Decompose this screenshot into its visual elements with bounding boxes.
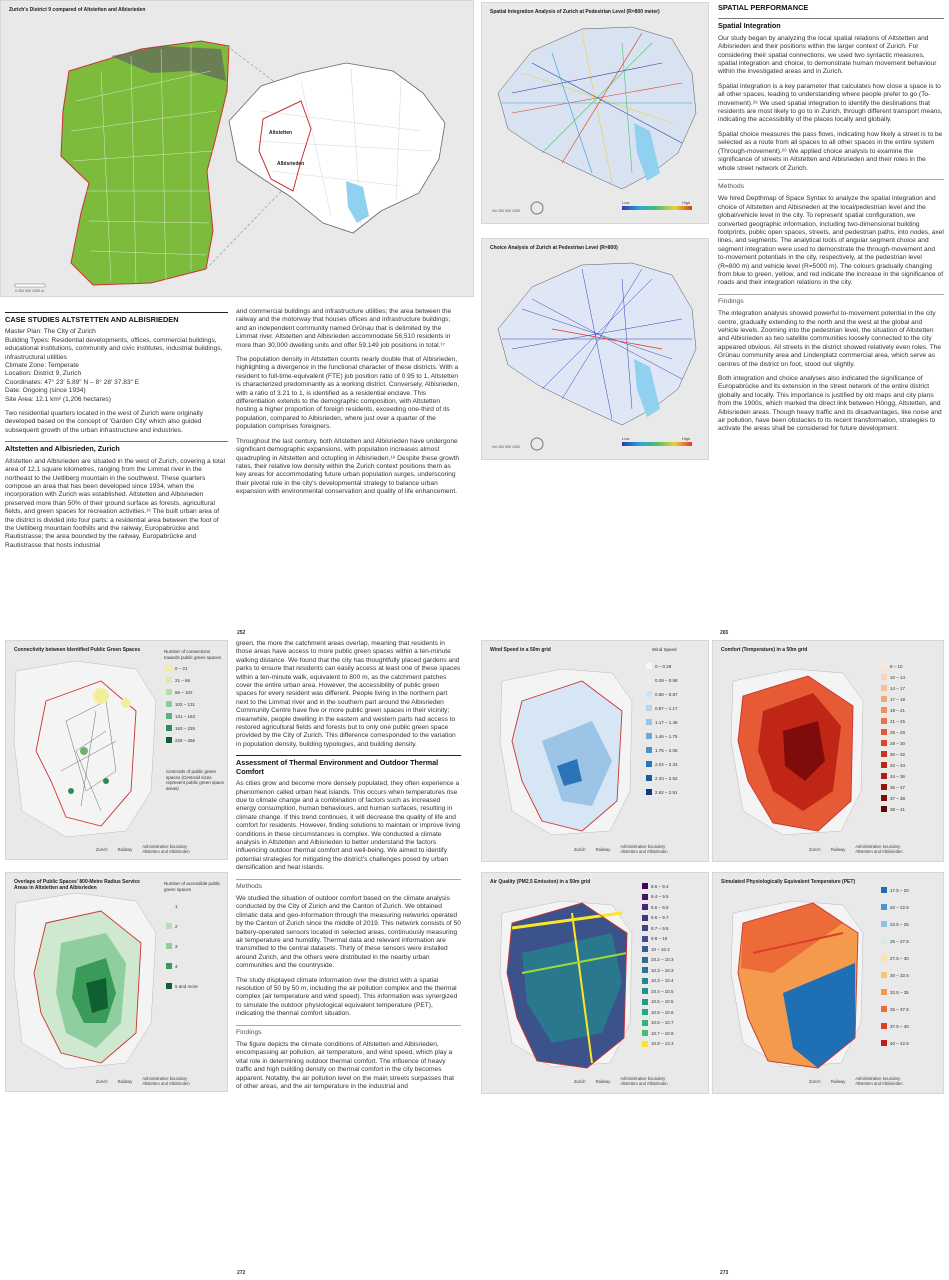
legend-item [166,983,198,989]
case-study-heading: CASE STUDIES ALTSTETTEN AND ALBISRIEDEN [5,312,228,324]
legend-item [166,725,195,731]
legend-label: 10 – 14 [890,674,906,680]
legend-label: 9.6 – 9.7 [651,915,669,920]
legend-item [881,1006,909,1012]
body-paragraph: and commercial buildings and infrastructure utilities; the area between the railway and the motorway that houses offices and infrastructure buildings; and an independent community named Grünau that is delimited by the Limmat river. Altstetten and Albisrieden accommodate 56,510 residents in more than 30,000 dwelling units and offer 59,149 job positions in total.¹⁷ [236,308,452,349]
air-quality-panel [481,872,709,1094]
legend-label: 38 – 41 [890,806,906,812]
legend-label: 3 [175,943,178,949]
overlaps-bottom-legend [96,1076,202,1086]
legend-swatch [166,677,172,683]
legend-swatch [166,689,172,695]
legend-zurich: Zurich [96,1078,108,1084]
legend-label: 10.3 – 10.4 [651,978,674,983]
legend-item [881,806,905,812]
page-number-273: 273 [720,1270,729,1276]
fact-item: Building Types: Residential developments, offices, commercial buildings, educational institutions, community and civic institutes, industrial buildings, infrastructural utilities [5,336,223,361]
legend-label: 34 – 36 [890,773,906,779]
legend-swatch [881,1040,887,1046]
legend-label: 19 – 21 [890,707,906,713]
label-albisrieden: Albisrieden [277,161,305,167]
legend-label: 0 – 0.29 [655,663,672,669]
legend-item [642,915,669,921]
legend-item [881,887,909,893]
fact-item: Master Plan: The City of Zurich [5,328,96,336]
legend-swatch [881,685,887,691]
legend-label: 10.2 – 10.3 [651,957,674,962]
legend-swatch [881,696,887,702]
legend-swatch [166,665,172,671]
wind-bottom-legend [574,844,680,854]
legend-label: 40 – 42.5 [890,1040,909,1046]
fact-item: Date: Ongoing (since 1934) [5,387,86,395]
legend-item [881,989,909,995]
legend-label: 27.5 – 30 [890,955,909,961]
legend-item [881,685,905,691]
legend-label: 0 – 21 [175,665,188,671]
legend-label: 25 – 28 [890,729,906,735]
legend-item [646,677,678,683]
legend-swatch [646,705,652,711]
connectivity-panel [5,640,228,860]
legend-label: 25 – 27.5 [890,938,909,944]
legend-item [642,883,669,889]
legend-label: 28 – 30 [890,740,906,746]
body-paragraph: The figure depicts the climate conditions of Altstetten and Albisrieden, encompassing air pollution, air temperature, and wind speed, which play a vital role in determining outdoor thermal comfort. The influence of heavy traffic and high building density on thermal comfort in the city becomes apparent. Notably, the air pollution level on the main streets surpasses that of other areas, and the air temperature in the industrial and [236,1041,454,1091]
body-paragraph: Throughout the last century, both Altstetten and Albisrieden have undergone significant demographic expansions, with population increases almost quadrupling in Altstetten and octupling in Albisrieden.¹⁸ Despite these growth rates, their relative low density within the Zurich context positions them as key areas for accommodating future urban population surges, underscoring their pivotal role in the city's developmental strategy to balance urban expansion with environmental conservation and quality of life enhancement. [236,437,460,496]
legend-label: 163 – 226 [175,725,196,731]
legend-item [642,936,667,942]
legend-swatch [881,972,887,978]
legend-swatch [642,946,648,952]
legend-label: 10.3 – 10.3 [651,967,674,973]
legend-item [166,713,195,719]
choice-map-title: Choice Analysis of Zurich at Pedestrian Level (R=800) [490,245,618,251]
legend-swatch [881,938,887,944]
legend-swatch [642,883,648,889]
legend-zurich: Zurich [574,846,586,852]
pet-map [713,873,944,1094]
legend-label: 1.17 – 1.46 [655,719,678,725]
integration-low-label: Low [622,200,630,205]
connectivity-centroid-note: Centroids of public green spaces (Centroid sizes represent public green space areas) [166,769,225,791]
legend-item [646,733,678,739]
findings-heading: Findings [236,1025,461,1037]
body-paragraph: Both integration and choice analyses also indicated the significance of Europabrücke and its extension in the street network of the entire district globally and locally. This importance is justified by old maps and city plans from the 1900s, which marked the direct link between Höngg, Altstetten, and Albisrieden areas. Though heavy traffic and its disadvantages, like noise and air pollution, have been obstacles to its recent transformation, strategies to activate the areas shall be considered for future development. [718,375,942,433]
legend-label: 22.5 – 25 [890,921,909,927]
district-map [1,1,474,297]
legend-swatch [881,707,887,713]
legend-swatch [642,988,648,994]
legend-swatch [881,921,887,927]
legend-item [166,737,195,743]
legend-label: 9.4 – 9.5 [651,894,669,899]
legend-swatch [642,1009,648,1015]
methods-heading: Methods [718,179,944,191]
label-altstetten: Altstetten [269,130,293,136]
legend-label: 10.4 – 10.5 [651,988,674,994]
fact-item: Site Area: 12.1 km² (1,206 hectares) [5,395,111,403]
legend-boundary: Administrative boundary Altstetten and Albisrieden [142,844,190,854]
legend-item [646,663,671,669]
legend-boundary: Administrative boundary Altstetten and Albisrieden [620,1076,668,1086]
legend-item [881,955,909,961]
comfort-panel [712,640,944,862]
legend-item [642,904,669,910]
legend-swatch [642,1020,648,1026]
body-paragraph: Spatial integration is a key parameter that calculates how close a space is to all other spaces, leading to understanding where people prefer to go (To-movement).²⁸ We used spatial integration to identify the destinations that residents are most likely to go to in Zurich, through different transport means, indicating the accessibility of the places locally and globally. [718,82,943,124]
legend-item [642,957,674,963]
legend-label: 30 – 32 [890,751,906,757]
overlaps-title: Overlaps of Public Spaces' 800-Metre Radius Service Areas in Altstetten and Albisrieden [14,879,140,891]
legend-label: 1.75 – 2.05 [655,747,678,753]
body-paragraph: As cities grow and become more densely populated, they often experience a phenomenon called urban heat islands. This occurs when temperatures rise due to climate change and a combination of factors such as increased energy consumption, human behaviours, and human surfaces, resulting in climate change. If this trend continues, it will decrease the quality of life and comfort for residents. However, finding solutions to maintain or improve living conditions in these circumstances is complex. We conducted a climate analysis in Altstetten and Albisrieden to better understand the factors influencing outdoor thermal comfort and well-being. We aimed to identify potential strategies for mitigating the district's challenges posed by urban densification and heat islands. [236,780,461,872]
legend-item [642,1020,674,1026]
legend-label: 0.58 – 0.87 [655,691,678,697]
legend-item [646,705,678,711]
connectivity-legend-title: Number of connections towards public green spaces [164,649,222,660]
legend-item [642,999,674,1005]
legend-swatch [642,957,648,963]
legend-label: 35 – 37.5 [890,1006,909,1012]
district-map-title: Zurich's District 9 compared of Altstetten and Albisrieden [9,7,146,13]
legend-item [642,946,670,952]
overlaps-panel [5,872,228,1092]
comfort-title: Comfort (Temperature) in a 50m grid [721,647,808,653]
legend-label: 4 [175,963,178,969]
body-paragraph: We studied the situation of outdoor comfort based on the climate analysis conducted by the City of Zurich and the Canton of Zurich. We obtained climatic data and geo-information through the measuring networks operated by the Canton of Zurich since the middle of 2019. This network consists of 50 battery-operated sensors located in selected areas, continuously measuring air temperature and humidity. Thermal data and relevant information are transmitted to the central datasets. Thirty of these sensors were installed around Zurich, and the others were distributed in the nearby urban communities and the countryside. [236,894,461,970]
legend-item [881,762,905,768]
legend-label: 20 – 22.5 [890,904,909,910]
district-map-panel [0,0,474,297]
legend-label: 226 – 256 [175,737,196,743]
legend-label: 9.7 – 9.8 [651,925,669,931]
choice-map-scale: 0m 250 500 1000 [492,445,520,449]
legend-swatch [881,989,887,995]
legend-swatch [642,999,648,1005]
legend-label: 2 [175,923,178,929]
legend-swatch [881,762,887,768]
body-paragraph: The study displayed climate information over the district with a spatial resolution of 50 by 50 m, including the air pollution complex and the thermal complex (air temperature and wind speed). This information was synergized to simulate the outdoor physiological equivalent temperature (PET), indicating the thermal comfort situation. [236,976,458,1018]
legend-swatch [646,719,652,725]
legend-swatch [881,784,887,790]
legend-swatch [646,761,652,767]
choice-map-panel [481,238,709,460]
legend-swatch [881,773,887,779]
legend-label: 2.33 – 2.62 [655,775,678,781]
comfort-map [713,641,944,862]
legend-swatch [166,713,172,719]
wind-speed-panel [481,640,709,862]
legend-swatch [881,1023,887,1029]
connectivity-map [6,641,228,860]
legend-item [881,663,903,669]
legend-swatch [881,740,887,746]
body-paragraph: We hired Depthmap of Space Syntax to analyze the spatial integration and choice of Altstetten and Albisrieden at the local/pedestrian level and the global/vehicle level in the city. To represent spatial configuration, we converted geographic information, including two-dimensional building footprints, public open spaces, streets, and pedestrian paths, into nodes, axel lines, and segments. The analytical tools of angular segment choice and segment integration were used to demonstrate the through-movement and to-movement potentials in the city, respectively, at the pedestrian level (R=800 m) and vehicle level (R=5000 m). The colours gradually changing from blue to green, yellow, and red indicate the increase in the significance of roads and their integration relations in the city. [718,195,944,287]
legend-item [646,747,678,753]
legend-item [881,696,905,702]
legend-label: 37.5 – 40 [890,1023,909,1029]
legend-item [646,775,678,781]
legend-railway: Railway [117,846,133,852]
legend-item [881,972,909,978]
legend-item [881,740,905,746]
page-number: 252 [237,630,246,636]
legend-swatch [642,1041,648,1047]
legend-swatch [881,1006,887,1012]
case-study-column-2 [236,308,461,503]
legend-label: 10.5 – 10.6 [651,1009,674,1015]
legend-label: 0.29 – 0.58 [655,677,678,683]
legend-item [646,691,678,697]
district-map-scale: 0 250 500 1000 m [15,289,44,293]
legend-label: 10 – 10.2 [651,946,670,952]
legend-label: 17 – 18 [890,696,906,702]
methods-heading: Methods [236,879,461,891]
legend-label: 10.5 – 10.5 [651,999,674,1004]
legend-swatch [166,903,172,909]
legend-swatch [881,663,887,669]
legend-label: 10.9 – 13.3 [651,1041,674,1046]
legend-boundary: Administrative boundary Altstetten and Albisrieden [855,844,903,854]
thermal-heading: Assessment of Thermal Environment and Outdoor Thermal Comfort [236,755,461,776]
legend-railway: Railway [830,846,846,852]
legend-swatch [642,904,648,910]
fact-item: Coordinates: 47° 23' 5.89" N – 8° 28' 37.83" E [5,378,140,386]
legend-item [881,938,909,944]
legend-label: 8.6 – 9.4 [651,883,669,889]
legend-label: 14 – 17 [890,685,906,691]
legend-swatch [881,674,887,680]
intro-paragraph: Two residential quarters located in the west of Zurich were originally developed based on the concept of 'Garden City' which also guided subsequent growth of the urban infrastructure and industries. [5,410,203,434]
legend-swatch [646,663,652,669]
air-map [482,873,709,1094]
integration-map-title: Spatial Integration Analysis of Zurich at Pedestrian Level (R=800 meter) [490,9,660,15]
legend-zurich: Zurich [809,846,821,852]
legend-swatch [166,963,172,969]
legend-swatch [642,936,648,942]
legend-swatch [646,747,652,753]
legend-item [166,701,195,707]
legend-item [642,988,674,994]
legend-item [881,904,909,910]
legend-item [881,751,905,757]
legend-swatch [881,904,887,910]
integration-map-scale: 0m 250 500 1000 [492,209,520,213]
pet-bottom-legend [809,1076,915,1086]
connectivity-bottom-legend [96,844,202,854]
air-bottom-legend [574,1076,680,1086]
legend-item [881,1023,909,1029]
legend-label: 8 – 10 [890,663,903,669]
body-paragraph: Our study began by analyzing the local spatial relations of Altstetten and Albisrieden and their positions within the larger context of Zurich. For considering their spatial connections, we used two syntactic measures, spatial integration and choice, to demonstrate human movement behaviour within the investigated areas and in Zurich. [718,34,937,76]
legend-railway: Railway [595,846,611,852]
legend-zurich: Zurich [809,1078,821,1084]
legend-label: 9.8 – 10 [651,936,668,941]
connectivity-title: Connectivity between Identified Public Green Spaces [14,647,141,653]
legend-item [642,925,669,931]
legend-boundary: Administrative boundary Altstetten and Albisrieden [620,844,668,854]
case-study-column-1 [5,312,228,556]
legend-item [646,761,678,767]
legend-railway: Railway [595,1078,611,1084]
legend-label: 32.5 – 35 [890,989,909,995]
legend-label: 21 – 66 [175,677,191,683]
legend-item [646,719,678,725]
choice-low-label: Low [622,436,630,441]
legend-swatch [166,701,172,707]
comfort-bottom-legend [809,844,915,854]
legend-zurich: Zurich [574,1078,586,1084]
legend-item [642,1041,674,1047]
legend-swatch [642,978,648,984]
legend-swatch [881,795,887,801]
body-paragraph: The integration analysis showed powerful to-movement potential in the city centre, gradually extending to the north and the west at the global and vehicle levels. Zooming into the pedestrian level, the situation of Altstetten and Albisrieden as two satellite communities loosely connected to the city appeared obvious. All streets in the district showed relatively even roles. The Grünau community area and Lindenplatz commercial area, which serve as centres of the district on foot, stood out slightly. [718,310,942,368]
legend-item [642,1009,674,1015]
overlaps-legend-title: Number of accessible public green spaces [164,881,221,892]
legend-label: 2.04 – 2.33 [655,761,678,767]
legend-item [166,689,193,695]
legend-railway: Railway [830,1078,846,1084]
legend-item [881,1040,909,1046]
legend-label: 10.6 – 10.7 [651,1020,674,1025]
integration-map [482,3,709,224]
body-paragraph: Altstetten and Albisrieden are situated in the west of Zurich, covering a total area of 12.1 square kilometres, ranging from the Limmat river in the northeast to the Uetliberg mountain in the southwest. These quarters compose an area that has been developed since 1934, when the incorporation with Zurich was established. Altstetten and Albisrieden preserved more than 50% of their ground surface as forests, agricultural fields, and green spaces for recreation activities.¹⁶ The built urban area of the district is divided into four parts: a residential area between the foot of the Uetliberg mountain foothills and the railway, Europabrücke and Rautistrasse; the area bounded by the railway, Europabrücke and Rautistrasse that hosts industrial [5,457,225,549]
legend-label: 131 – 163 [175,713,196,719]
air-title: Air Quality (PM2.5 Emission) in a 50m grid [490,879,591,885]
integration-high-label: High [682,200,691,205]
body-paragraph: The population density in Altstetten counts nearly double that of Albisrieden, highlighting a divergence in the functional character of these districts. With a resident to full-time-equivalent (FTE) job position ratio of 0.95 to 1, Altstetten is characterized predominantly as a working district. Conversely, Albisrieden, with a ratio of 3.21 to 1, is identified as a residential enclave. This differentiation extends to the demographic composition, with Altstetten hosting a higher proportion of foreign residents, exceeding one-third of its population, compared to Albisrieden, where just over a quarter of the population comprises foreigners. [236,356,460,431]
legend-item [166,943,178,949]
legend-item [881,707,905,713]
legend-label: 5 and more [175,983,198,989]
legend-label: 9.5 – 9.6 [651,904,669,910]
legend-label: 2.62 – 2.91 [655,789,678,795]
legend-swatch [881,955,887,961]
legend-item [881,921,909,927]
spatial-integration-heading: Spatial Integration [718,18,944,30]
legend-item [881,784,905,790]
legend-swatch [881,718,887,724]
legend-swatch [642,915,648,921]
legend-swatch [646,775,652,781]
legend-label: 30 – 32.5 [890,972,909,978]
spread-divider [0,612,949,628]
choice-high-label: High [682,436,691,441]
legend-label: 36 – 37 [890,784,906,790]
legend-boundary: Administrative boundary Altstetten and Albisrieden [142,1076,190,1086]
legend-swatch [881,729,887,735]
fact-item: Climate Zone: Temperate [5,362,79,370]
pet-title: Simulated Physiologically Equivalent Temperature (PET) [721,879,856,885]
legend-swatch [642,1030,648,1036]
fact-item: Location: District 9, Zurich [5,370,82,378]
body-paragraph: green, the more the catchment areas overlap, meaning that residents in those areas have access to more public green spaces within a ten-minute walking distance. We found that the city has thoughtfully placed gardens and parks to ensure that residents can easily access at least one of these spaces within a ten-minute walk, equivalent to 800 m, as the catchment patches cover the entire urban area. However, the accessibility of public green spaces for every resident was different. People living in the northern part next to the Limmat river and in the southern part around the Albisrieden Community Centre have five or more public green spaces in their vicinity; meanwhile, people dwelling in the eastern and western parts had access to restored agricultural fields and forests but to only one public green space provided by the City of Zurich. This difference corresponded to the variation in population density, building typologies, and building density. [236,640,461,748]
legend-label: 10.7 – 10.9 [651,1030,674,1036]
legend-item [881,795,905,801]
legend-item [166,677,190,683]
legend-swatch [642,894,648,900]
wind-legend-title: Wind Speed [652,647,677,652]
legend-zurich: Zurich [96,846,108,852]
legend-swatch [166,923,172,929]
choice-gradient [622,442,692,446]
legend-swatch [642,925,648,931]
legend-label: 66 – 102 [175,689,193,695]
legend-item [646,789,678,795]
legend-label: 32 – 34 [890,762,906,768]
legend-label: 17.5 – 20 [890,887,909,893]
spatial-performance-column [718,4,944,440]
legend-item [166,903,178,909]
page-number-272: 272 [237,1270,246,1276]
spatial-performance-heading: SPATIAL PERFORMANCE [718,3,809,12]
legend-item [881,718,905,724]
legend-swatch [646,789,652,795]
legend-swatch [166,943,172,949]
findings-heading: Findings [718,294,944,306]
legend-swatch [646,691,652,697]
legend-item [881,773,905,779]
legend-swatch [881,806,887,812]
legend-item [642,978,674,984]
legend-item [166,923,178,929]
legend-boundary: Administrative boundary Altstetten and Albisrieden [855,1076,903,1086]
pet-panel [712,872,944,1094]
legend-label: 0.87 – 1.17 [655,705,678,711]
legend-swatch [166,725,172,731]
integration-gradient [622,206,692,210]
legend-swatch [646,733,652,739]
legend-label: 1 [175,903,178,909]
legend-label: 37 – 38 [890,795,906,801]
legend-label: 1.46 – 1.75 [655,733,678,739]
legend-item [642,967,674,973]
legend-swatch [642,967,648,973]
wind-title: Wind Speed in a 50m grid [490,647,551,653]
legend-item [642,1030,674,1036]
legend-swatch [881,751,887,757]
fact-list [5,328,228,404]
legend-railway: Railway [117,1078,133,1084]
legend-item [166,963,178,969]
legend-swatch [881,887,887,893]
page-number: 265 [720,630,729,636]
legend-item [881,729,905,735]
legend-item [166,665,188,671]
choice-map [482,239,709,460]
legend-item [642,894,669,900]
legend-swatch [166,737,172,743]
subheading-altstetten: Altstetten and Albisrieden, Zurich [5,441,228,453]
integration-map-panel [481,2,709,224]
legend-swatch [646,677,652,683]
thermal-assessment-column [236,640,461,1098]
legend-label: 21 – 25 [890,718,906,724]
legend-swatch [166,983,172,989]
body-paragraph: Spatial choice measures the pass flows, indicating how likely a street is to be selected as a route from all spaces to all other spaces in the entire system (Through-movement).²⁹ We applied choice analysis to examine the significance of streets in Altstetten and Albisrieden and their roles in the whole street network of Zurich. [718,130,943,172]
legend-item [881,674,905,680]
legend-label: 102 – 131 [175,701,196,707]
